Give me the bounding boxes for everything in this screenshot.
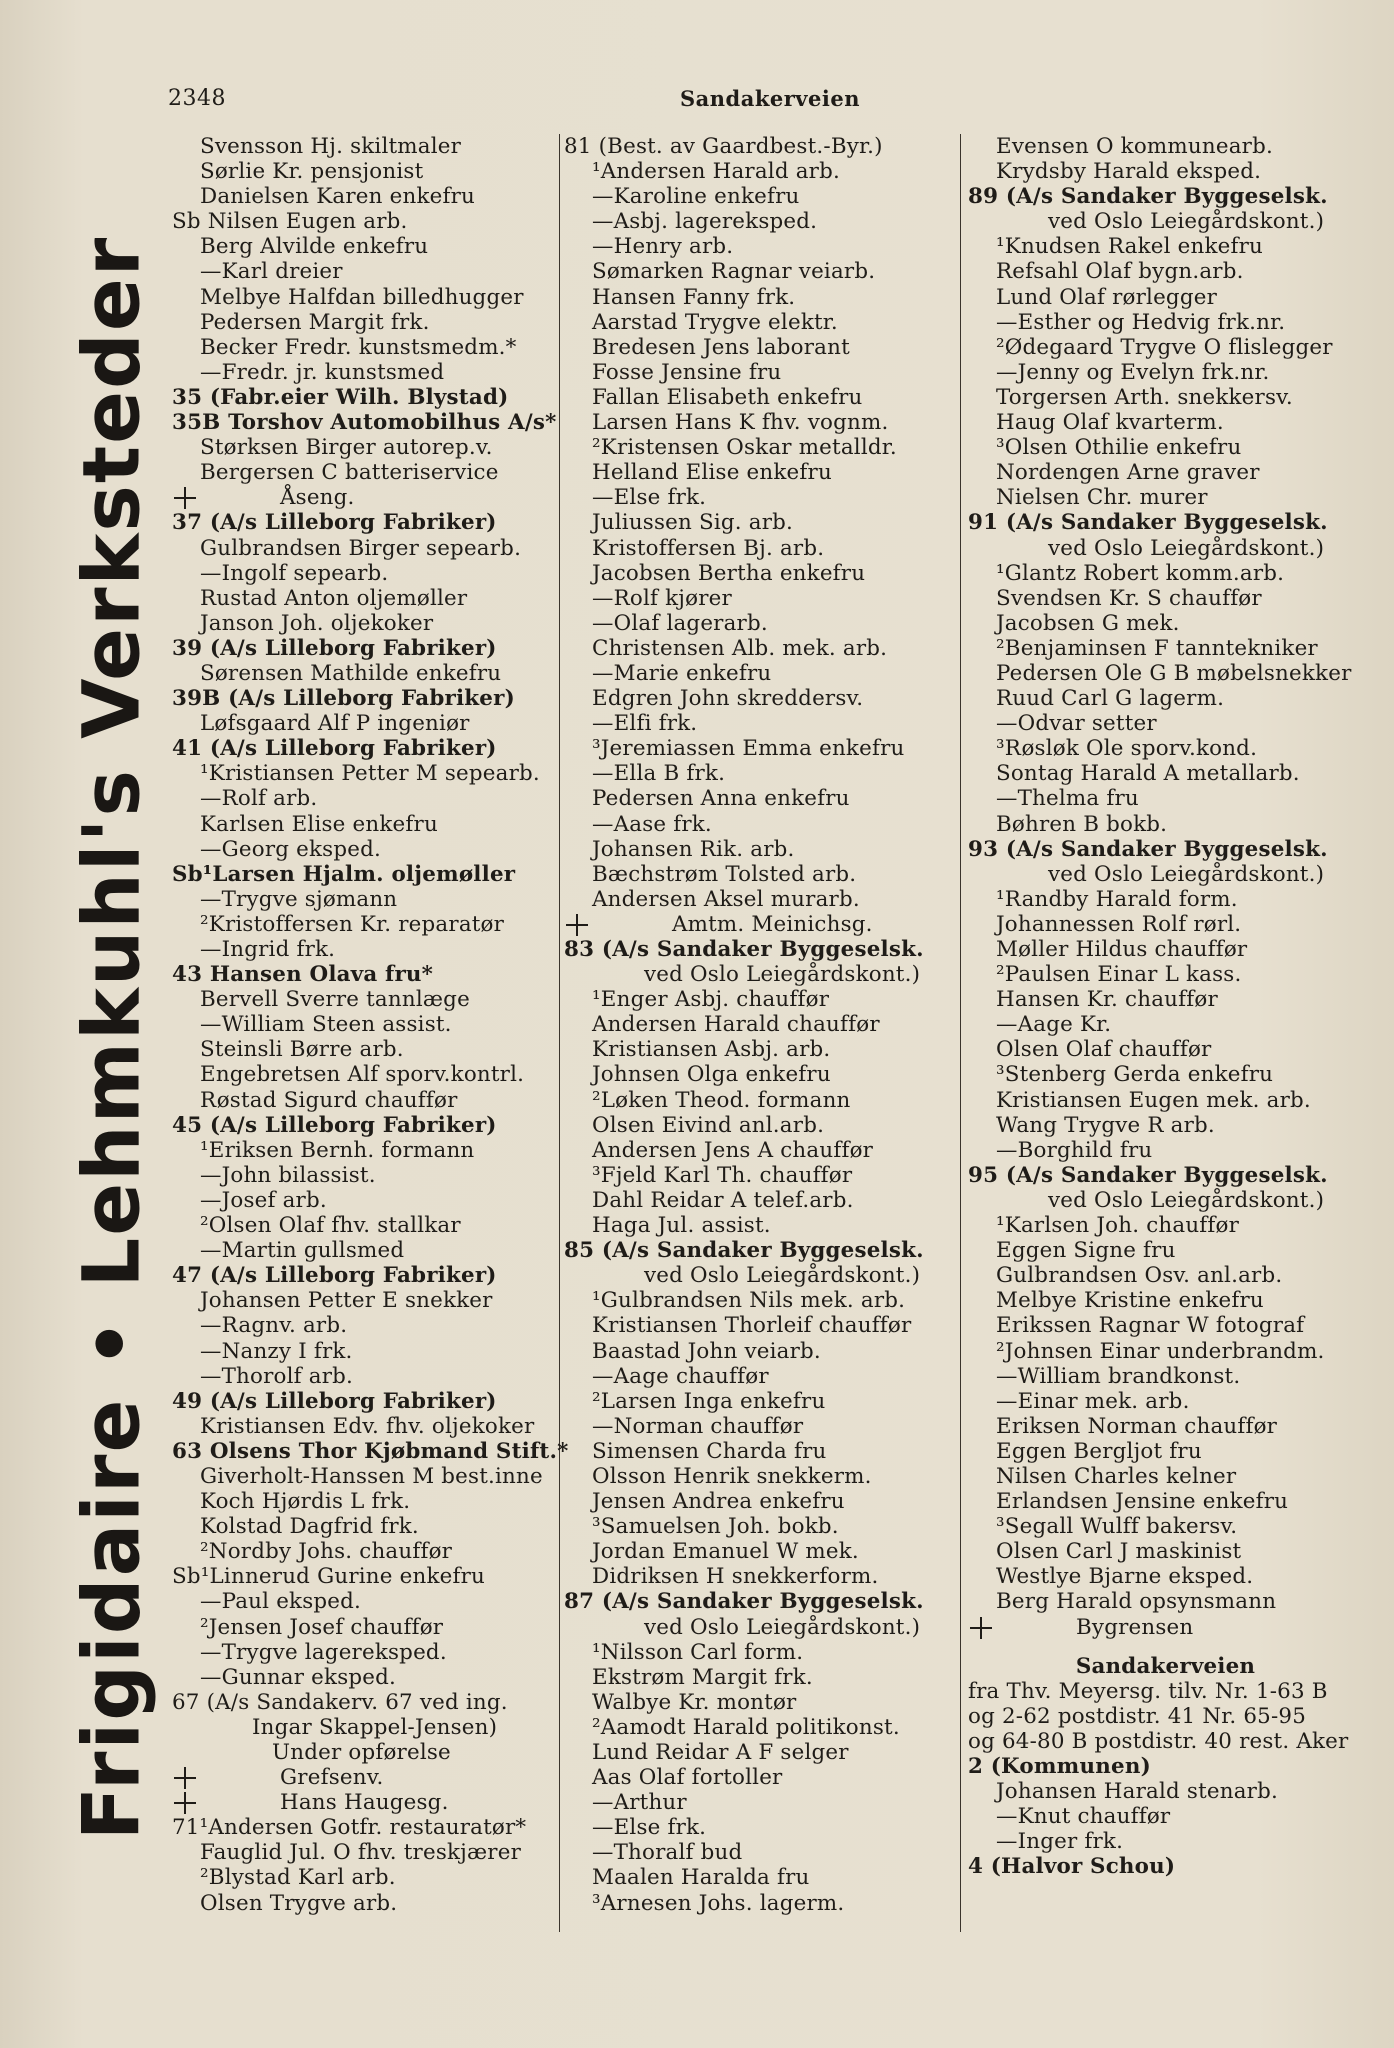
directory-column-3 [968, 134, 1363, 1879]
directory-column-1 [172, 134, 572, 1916]
resident-entry: Berg Alvilde enkefru [200, 234, 429, 260]
resident-entry: —Ingolf sepearb. [200, 560, 389, 586]
resident-entry: Johansen Harald stenarb. [996, 1779, 1278, 1805]
resident-entry: —Karoline enkefru [592, 184, 800, 210]
address-heading: 63 Olsens Thor Kjøbmand Stift.* [172, 1438, 569, 1464]
resident-entry: Svensson Hj. skiltmaler [200, 134, 462, 159]
resident-entry: ²Løken Theod. formann [592, 1087, 851, 1113]
resident-entry: ³Fjeld Karl Th. chauffør [592, 1162, 853, 1188]
page-number: 2348 [168, 86, 226, 111]
resident-entry: Walbye Kr. montør [592, 1689, 797, 1715]
resident-entry: Christensen Alb. mek. arb. [592, 635, 888, 661]
resident-entry: ¹Enger Asbj. chauffør [592, 987, 830, 1013]
resident-entry: Gulbrandsen Birger sepearb. [200, 535, 522, 561]
resident-entry: ved Oslo Leiegårdskont.) [1048, 209, 1325, 235]
resident-entry: —Thelma fru [996, 786, 1139, 812]
cross-street-line [172, 1765, 572, 1790]
resident-entry: Karlsen Elise enkefru [200, 811, 438, 837]
resident-entry: —Inger frk. [996, 1829, 1124, 1855]
address-heading: 35 (Fabr.eier Wilh. Blystad) [172, 384, 509, 410]
resident-entry: Pedersen Margit frk. [200, 309, 430, 335]
sidebar-advertisement [62, 235, 162, 1840]
address-heading: 49 (A/s Lilleborg Fabriker) [172, 1388, 497, 1414]
resident-entry: Fosse Jensine fru [592, 359, 782, 385]
resident-entry: —William brandkonst. [996, 1363, 1241, 1389]
resident-entry: Sørlie Kr. pensjonist [200, 159, 424, 185]
resident-entry: Fauglid Jul. O fhv. treskjærer [200, 1840, 522, 1866]
resident-entry: Maalen Haralda fru [592, 1865, 810, 1891]
resident-entry: Haug Olaf kvarterm. [996, 410, 1224, 436]
cross-street-icon [172, 1790, 198, 1815]
resident-entry: ved Oslo Leiegårdskont.) [1048, 535, 1325, 561]
resident-entry: Sømarken Ragnar veiarb. [592, 259, 876, 285]
cross-street-line [172, 1790, 572, 1815]
address-heading: 47 (A/s Lilleborg Fabriker) [172, 1263, 497, 1289]
resident-entry: Krydsby Harald eksped. [996, 159, 1262, 185]
resident-entry: Svendsen Kr. S chauffør [996, 585, 1262, 611]
resident-entry: —Rolf arb. [200, 786, 318, 812]
address-heading: 85 (A/s Sandaker Byggeselsk. [564, 1238, 924, 1264]
resident-entry: Baastad John veiarb. [592, 1338, 821, 1364]
resident-entry: Lund Reidar A F selger [592, 1740, 849, 1765]
resident-entry: ¹Glantz Robert komm.arb. [996, 560, 1285, 586]
resident-entry: ²Paulsen Einar L kass. [996, 962, 1242, 988]
resident-entry: —Arthur [592, 1790, 687, 1816]
resident-entry: Hansen Fanny frk. [592, 284, 796, 310]
resident-entry: Melbye Kristine enkefru [996, 1288, 1264, 1314]
resident-entry: ²Larsen Inga enkefru [592, 1388, 826, 1414]
address-heading: 89 (A/s Sandaker Byggeselsk. [968, 184, 1328, 210]
resident-entry: —Karl dreier [200, 259, 343, 285]
resident-entry: —Josef arb. [200, 1187, 327, 1213]
resident-entry: —Else frk. [592, 1815, 707, 1841]
cross-street-name: Åseng. [280, 485, 355, 511]
address-heading: Sb¹Larsen Hjalm. oljemøller [172, 861, 516, 887]
address-heading: 2 (Kommunen) [968, 1754, 1151, 1779]
resident-entry: Sørensen Mathilde enkefru [200, 660, 502, 686]
resident-entry: ³Jeremiassen Emma enkefru [592, 736, 905, 762]
resident-entry: Nielsen Chr. murer [996, 485, 1208, 511]
resident-entry: Jacobsen G mek. [996, 610, 1180, 636]
resident-entry: —Esther og Hedvig frk.nr. [996, 309, 1286, 335]
resident-entry: ¹Kristiansen Petter M sepearb. [200, 761, 540, 787]
resident-entry: Helland Elise enkefru [592, 460, 832, 486]
resident-entry: Bæchstrøm Tolsted arb. [592, 861, 857, 887]
page-title: Sandakerveien [680, 86, 860, 111]
resident-entry: Ekstrøm Margit frk. [592, 1664, 813, 1690]
resident-entry: Ingar Skappel-Jensen) [252, 1714, 498, 1740]
resident-entry: —Knut chauffør [996, 1804, 1171, 1830]
address-heading: 35B Torshov Automobilhus A/s* [172, 410, 557, 436]
resident-entry: Erikssen Ragnar W fotograf [996, 1313, 1305, 1339]
cross-street-line [172, 485, 572, 510]
cross-street-icon [172, 485, 198, 510]
address-heading: 45 (A/s Lilleborg Fabriker) [172, 1112, 497, 1138]
resident-entry: Janson Joh. oljekoker [200, 610, 434, 636]
resident-entry: Danielsen Karen enkefru [200, 184, 476, 210]
resident-entry: Løfsgaard Alf P ingeniør [200, 711, 470, 737]
resident-entry: —Odvar setter [996, 711, 1157, 737]
resident-entry: Hansen Kr. chauffør [996, 987, 1218, 1013]
resident-entry: —Gunnar eksped. [200, 1664, 397, 1690]
resident-entry: Erlandsen Jensine enkefru [996, 1489, 1289, 1515]
resident-entry: Simensen Charda fru [592, 1438, 827, 1464]
resident-entry: ¹Gulbrandsen Nils mek. arb. [592, 1288, 906, 1314]
address-heading: 39 (A/s Lilleborg Fabriker) [172, 635, 497, 661]
resident-entry: ¹Karlsen Joh. chauffør [996, 1213, 1240, 1239]
cross-street-name: Bygrensen [1076, 1614, 1194, 1640]
address-heading: 93 (A/s Sandaker Byggeselsk. [968, 836, 1328, 862]
resident-entry: Aarstad Trygve elektr. [592, 309, 838, 335]
resident-entry: Becker Fredr. kunstsmedm.* [200, 334, 517, 360]
resident-entry: Eggen Bergljot fru [996, 1438, 1202, 1464]
resident-entry: Møller Hildus chauffør [996, 937, 1248, 962]
cross-street-line [564, 912, 964, 937]
resident-entry: Johannessen Rolf rørl. [996, 911, 1242, 937]
resident-entry: —Georg eksped. [200, 836, 381, 862]
resident-entry: Ruud Carl G lagerm. [996, 686, 1225, 712]
resident-entry: Torgersen Arth. snekkersv. [996, 384, 1293, 410]
resident-entry: —Aage Kr. [996, 1012, 1112, 1038]
resident-entry: Larsen Hans K fhv. vognm. [592, 410, 889, 436]
resident-entry: ²Kristensen Oskar metalldr. [592, 435, 897, 461]
resident-entry: ²Ødegaard Trygve O flislegger [996, 334, 1333, 360]
resident-entry: Lund Olaf rørlegger [996, 284, 1217, 310]
cross-street-icon [968, 1615, 994, 1640]
cross-street-name: Hans Haugesg. [280, 1790, 449, 1816]
address-heading: 37 (A/s Lilleborg Fabriker) [172, 510, 497, 536]
resident-entry: Røstad Sigurd chauffør [200, 1087, 458, 1113]
address-heading: 4 (Halvor Schou) [968, 1854, 1176, 1880]
resident-entry: Berg Harald opsynsmann [996, 1589, 1277, 1615]
resident-entry: —Paul eksped. [200, 1589, 362, 1615]
resident-entry: Kolstad Dagfrid frk. [200, 1514, 419, 1540]
resident-entry: ²Nordby Johs. chauffør [200, 1539, 453, 1565]
cross-street-line [968, 1615, 1363, 1640]
resident-entry: Gulbrandsen Osv. anl.arb. [996, 1263, 1283, 1289]
resident-entry: Bredesen Jens laborant [592, 334, 850, 360]
resident-entry: —William Steen assist. [200, 1012, 452, 1038]
resident-entry: ³Segall Wulff bakersv. [996, 1514, 1238, 1540]
resident-entry: Andersen Jens A chauffør [592, 1137, 874, 1163]
resident-entry: ²Jensen Josef chauffør [200, 1614, 444, 1640]
resident-entry: —John bilassist. [200, 1162, 376, 1188]
resident-entry: —Nanzy I frk. [200, 1338, 353, 1364]
resident-entry: Didriksen H snekkerform. [592, 1564, 879, 1590]
resident-entry: ved Oslo Leiegårdskont.) [644, 1614, 921, 1640]
resident-entry: Haga Jul. assist. [592, 1213, 771, 1239]
resident-entry: —Trygve sjømann [200, 886, 398, 912]
resident-entry: ²Aamodt Harald politikonst. [592, 1714, 900, 1740]
address-heading: 43 Hansen Olava fru* [172, 962, 434, 988]
resident-entry: Edgren John skreddersv. [592, 686, 864, 712]
resident-entry: ved Oslo Leiegårdskont.) [644, 1263, 921, 1289]
resident-entry: Refsahl Olaf bygn.arb. [996, 259, 1244, 285]
resident-entry: Kristiansen Edv. fhv. oljekoker [200, 1413, 535, 1439]
resident-entry: Bøhren B bokb. [996, 811, 1168, 837]
resident-entry: Bervell Sverre tannlæge [200, 987, 470, 1013]
resident-entry: Johnsen Olga enkefru [592, 1062, 831, 1088]
resident-entry: Under opførelse [272, 1740, 451, 1765]
resident-entry: Eggen Signe fru [996, 1238, 1176, 1264]
resident-entry: —Asbj. lagereksped. [592, 209, 818, 235]
resident-entry: og 2-62 postdistr. 41 Nr. 65-95 [968, 1703, 1307, 1729]
resident-entry: Rustad Anton oljemøller [200, 585, 468, 611]
address-heading: 39B (A/s Lilleborg Fabriker) [172, 686, 515, 712]
resident-entry: ¹Knudsen Rakel enkefru [996, 234, 1263, 260]
address-heading: 83 (A/s Sandaker Byggeselsk. [564, 937, 924, 962]
cross-street-name: Amtm. Meinichsg. [672, 911, 873, 937]
resident-entry: Melbye Halfdan billedhugger [200, 284, 524, 310]
resident-entry: ³Røsløk Ole sporv.kond. [996, 736, 1258, 762]
resident-entry: Eriksen Norman chauffør [996, 1413, 1278, 1439]
resident-entry: Olsen Trygve arb. [200, 1890, 398, 1916]
address-heading: 87 (A/s Sandaker Byggeselsk. [564, 1589, 924, 1615]
resident-entry: ²Blystad Karl arb. [200, 1865, 396, 1891]
resident-entry: Steinsli Børre arb. [200, 1037, 404, 1063]
resident-entry: 81 (Best. av Gaardbest.-Byr.) [564, 134, 883, 159]
cross-street-name: Grefsenv. [280, 1765, 384, 1791]
resident-entry: —Else frk. [592, 485, 707, 511]
resident-entry: Koch Hjørdis L frk. [200, 1489, 411, 1515]
resident-entry: —Trygve lagereksped. [200, 1639, 447, 1665]
resident-entry: ³Olsen Othilie enkefru [996, 435, 1242, 461]
resident-entry: Dahl Reidar A telef.arb. [592, 1187, 854, 1213]
resident-entry: Wang Trygve R arb. [996, 1112, 1215, 1138]
resident-entry: ¹Randby Harald form. [996, 886, 1238, 912]
resident-entry: og 64-80 B postdistr. 40 rest. Aker [968, 1728, 1349, 1754]
resident-entry: —Rolf kjører [592, 585, 732, 611]
resident-entry: Sb¹Linnerud Gurine enkefru [172, 1564, 486, 1590]
resident-entry: —Thoralf bud [592, 1840, 743, 1866]
resident-entry: Evensen O kommunearb. [996, 134, 1273, 159]
resident-entry: ved Oslo Leiegårdskont.) [1048, 1187, 1325, 1213]
resident-entry: ved Oslo Leiegårdskont.) [1048, 861, 1325, 887]
resident-entry: ³Arnesen Johs. lagerm. [592, 1890, 845, 1916]
resident-entry: Olsen Eivind anl.arb. [592, 1112, 825, 1138]
address-heading: 95 (A/s Sandaker Byggeselsk. [968, 1162, 1328, 1188]
resident-entry: Kristiansen Thorleif chauffør [592, 1313, 912, 1339]
resident-entry: Fallan Elisabeth enkefru [592, 384, 863, 410]
resident-entry: Kristiansen Asbj. arb. [592, 1037, 831, 1063]
resident-entry: —Aage chauffør [592, 1363, 769, 1389]
resident-entry: ved Oslo Leiegårdskont.) [644, 962, 921, 988]
resident-entry: Pedersen Anna enkefru [592, 786, 850, 812]
resident-entry: —Ella B frk. [592, 761, 726, 787]
resident-entry: —Henry arb. [592, 234, 734, 260]
resident-entry: ²Benjaminsen F tanntekniker [996, 635, 1318, 661]
resident-entry: 71¹Andersen Gotfr. restauratør* [172, 1815, 527, 1841]
resident-entry: Johansen Petter E snekker [200, 1288, 493, 1314]
resident-entry: ¹Eriksen Bernh. formann [200, 1137, 475, 1163]
resident-entry: Nilsen Charles kelner [996, 1463, 1237, 1489]
resident-entry: Olsen Carl J maskinist [996, 1539, 1242, 1565]
resident-entry: Bergersen C batteriservice [200, 460, 499, 486]
resident-entry: fra Thv. Meyersg. tilv. Nr. 1-63 B [968, 1678, 1328, 1704]
resident-entry: —Ingrid frk. [200, 937, 336, 962]
resident-entry: —Einar mek. arb. [996, 1388, 1190, 1414]
resident-entry: Jacobsen Bertha enkefru [592, 560, 866, 586]
resident-entry: Pedersen Ole G B møbelsnekker [996, 660, 1352, 686]
resident-entry: Jensen Andrea enkefru [592, 1489, 845, 1515]
resident-entry: Størksen Birger autorep.v. [200, 435, 493, 461]
cross-street-icon [564, 912, 590, 937]
resident-entry: Westlye Bjarne eksped. [996, 1564, 1254, 1590]
resident-entry: Andersen Harald chauffør [592, 1012, 880, 1038]
address-heading: 91 (A/s Sandaker Byggeselsk. [968, 510, 1328, 536]
resident-entry: Giverholt-Hanssen M best.inne [200, 1463, 543, 1489]
resident-entry: —Norman chauffør [592, 1413, 804, 1439]
resident-entry: Juliussen Sig. arb. [592, 510, 794, 536]
resident-entry: Johansen Rik. arb. [592, 836, 795, 862]
resident-entry: Kristoffersen Bj. arb. [592, 535, 825, 561]
resident-entry: —Ragnv. arb. [200, 1313, 348, 1339]
resident-entry: —Olaf lagerarb. [592, 610, 768, 636]
resident-entry: Sb Nilsen Eugen arb. [172, 209, 408, 235]
resident-entry: ¹Andersen Harald arb. [592, 159, 840, 185]
resident-entry: 67 (A/s Sandakerv. 67 ved ing. [172, 1689, 508, 1715]
resident-entry: ²Kristoffersen Kr. reparatør [200, 911, 505, 937]
resident-entry: ³Stenberg Gerda enkefru [996, 1062, 1274, 1088]
resident-entry: —Marie enkefru [592, 660, 772, 686]
resident-entry: —Martin gullsmed [200, 1238, 405, 1264]
resident-entry: —Thorolf arb. [200, 1363, 354, 1389]
resident-entry: Kristiansen Eugen mek. arb. [996, 1087, 1311, 1113]
resident-entry: ²Johnsen Einar underbrandm. [996, 1338, 1325, 1364]
resident-entry: —Fredr. jr. kunstsmed [200, 359, 445, 385]
resident-entry: Engebretsen Alf sporv.kontrl. [200, 1062, 525, 1088]
sidebar-ad-text: Frigidaire • Lehmkuhl's Verksteder [67, 235, 158, 1840]
directory-column-2 [564, 134, 964, 1916]
cross-street-icon [172, 1765, 198, 1790]
resident-entry: Sontag Harald A metallarb. [996, 761, 1300, 787]
resident-entry: ¹Nilsson Carl form. [592, 1639, 804, 1665]
resident-entry: —Borghild fru [996, 1137, 1153, 1163]
resident-entry: —Jenny og Evelyn frk.nr. [996, 359, 1270, 385]
resident-entry: Aas Olaf fortoller [592, 1765, 783, 1791]
resident-entry: Nordengen Arne graver [996, 460, 1260, 486]
resident-entry: Andersen Aksel murarb. [592, 886, 860, 912]
resident-entry: Jordan Emanuel W mek. [592, 1539, 859, 1565]
address-heading: 41 (A/s Lilleborg Fabriker) [172, 736, 497, 762]
section-heading: Sandakerveien [1075, 1653, 1256, 1679]
resident-entry: Olsson Henrik snekkerm. [592, 1463, 872, 1489]
resident-entry: —Elfi frk. [592, 711, 698, 737]
resident-entry: ³Samuelsen Joh. bokb. [592, 1514, 839, 1540]
resident-entry: ²Olsen Olaf fhv. stallkar [200, 1213, 461, 1239]
resident-entry: Olsen Olaf chauffør [996, 1037, 1212, 1063]
resident-entry: —Aase frk. [592, 811, 712, 837]
